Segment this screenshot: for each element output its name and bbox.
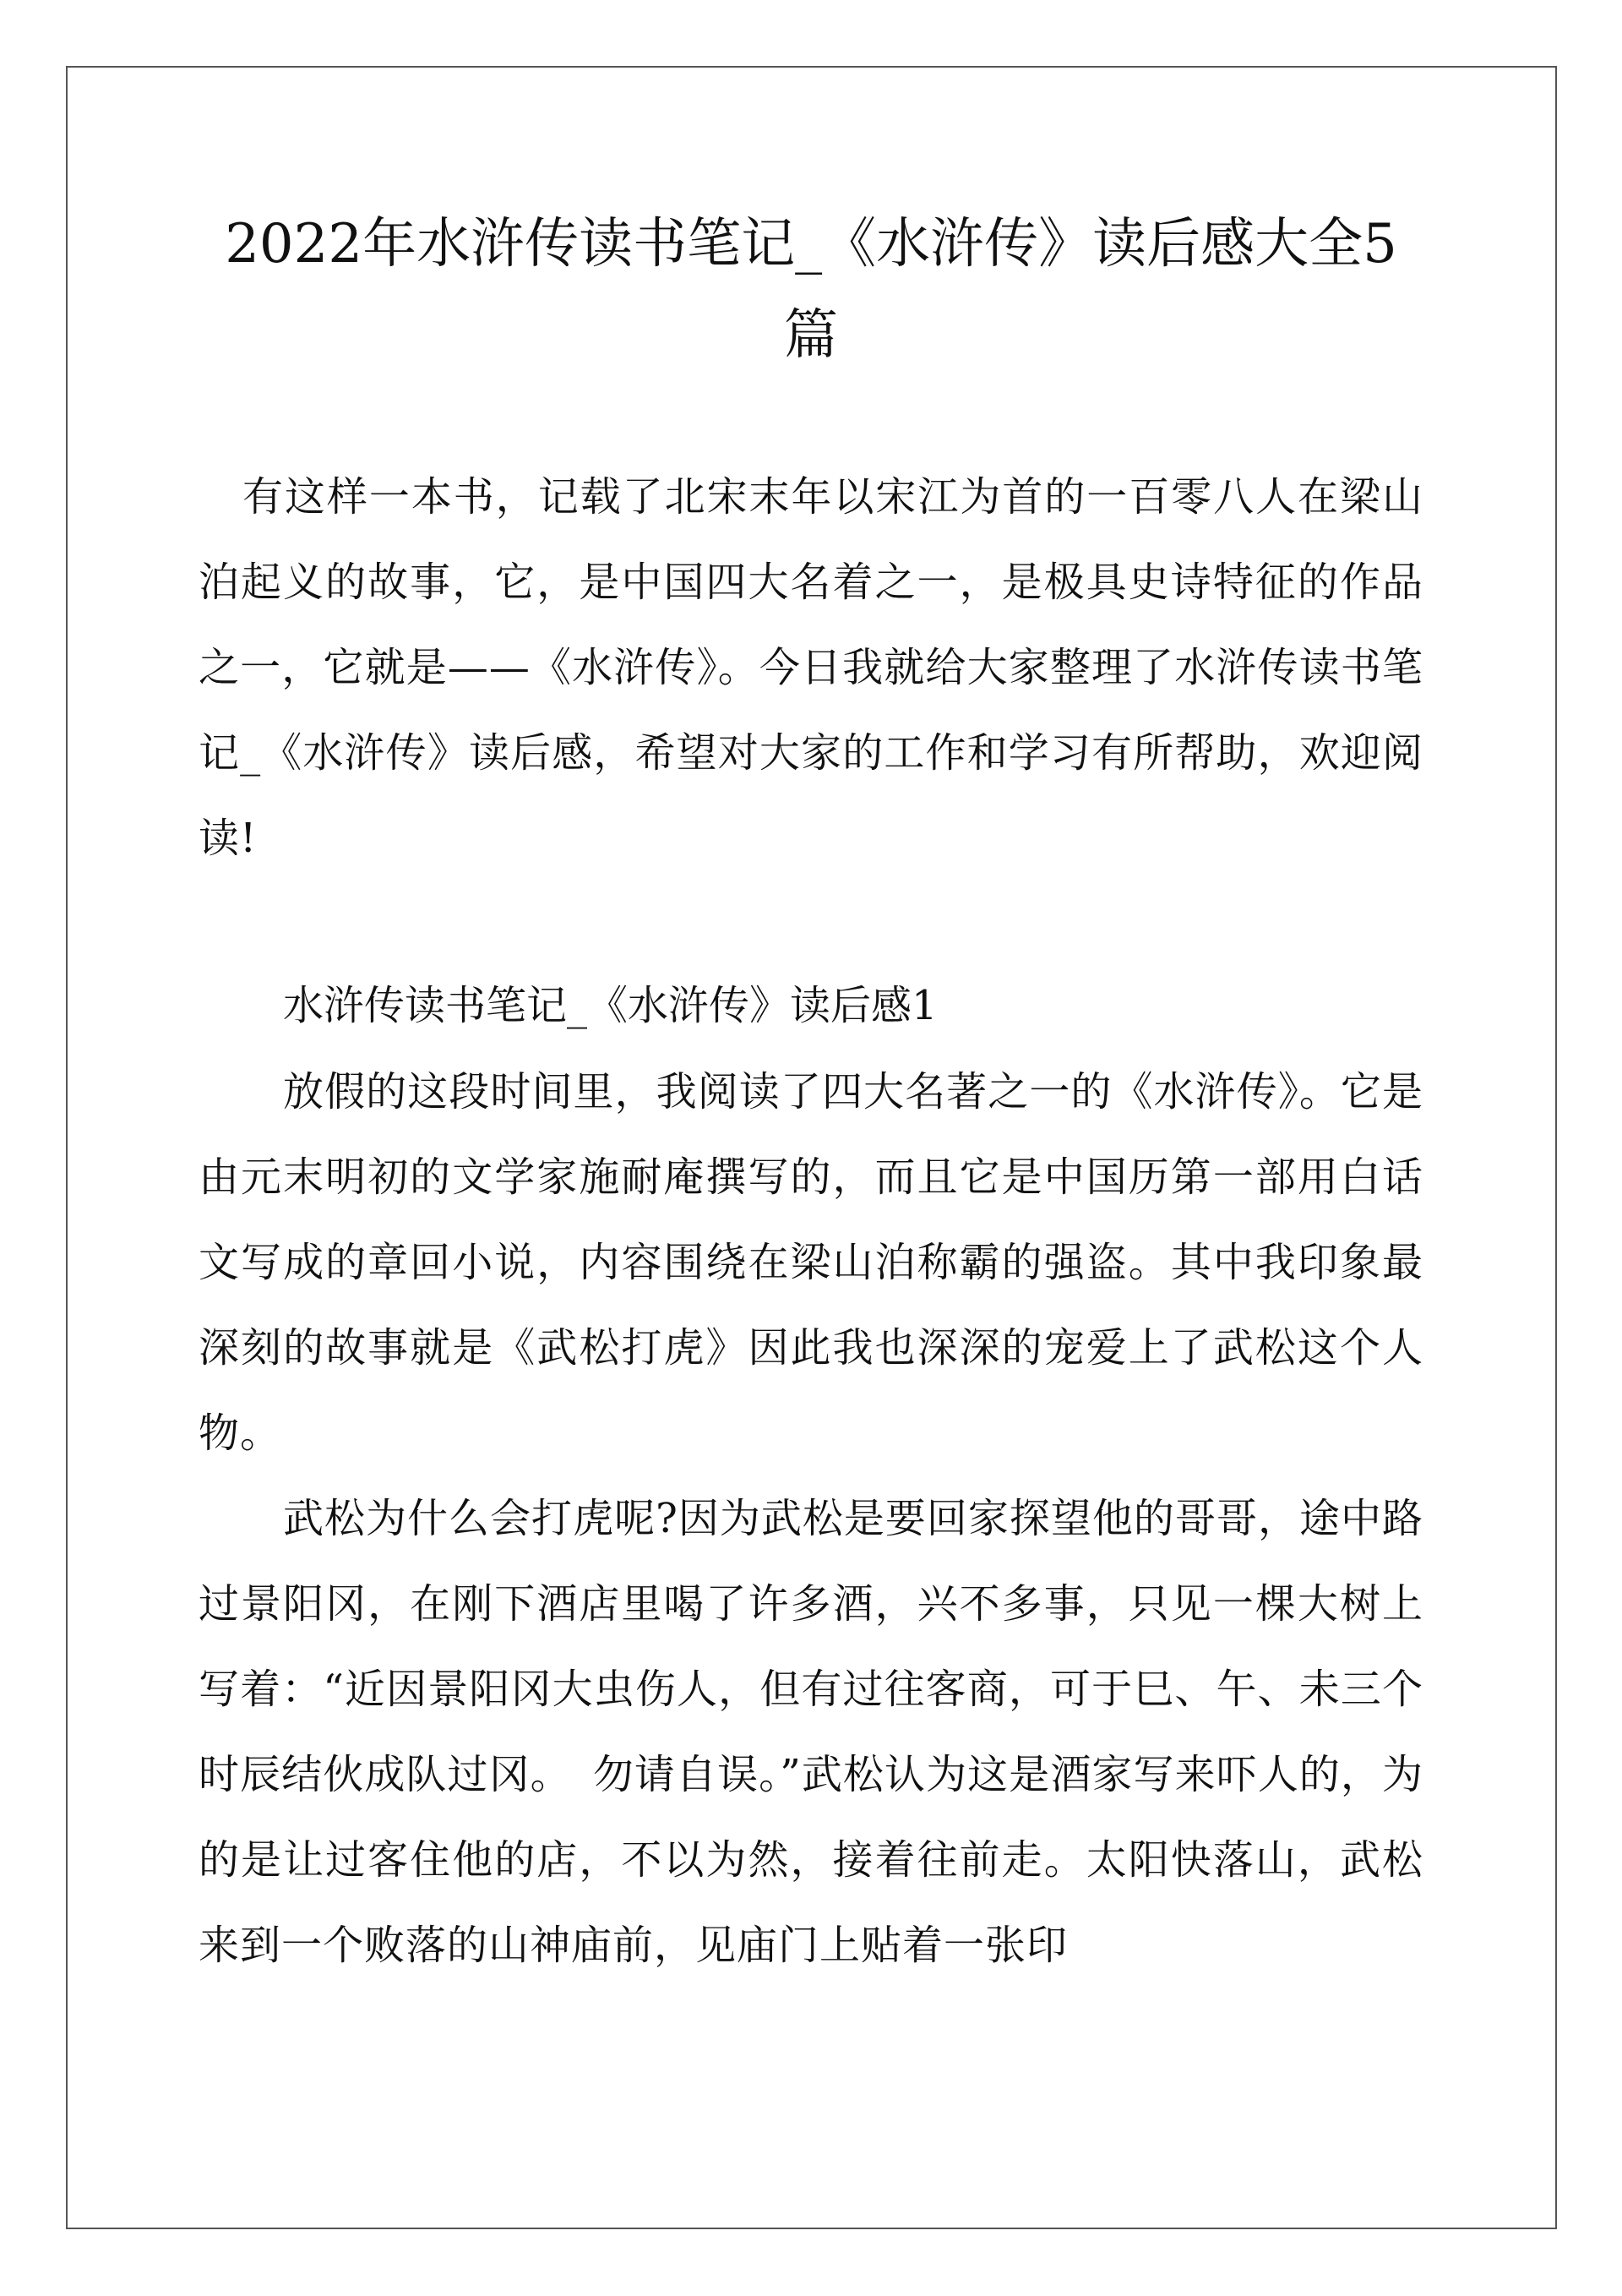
document-title: 2022年水浒传读书笔记_《水浒传》读后感大全5篇 [225,213,1397,367]
body-paragraph: 放假的这段时间里，我阅读了四大名著之一的《水浒传》。它是由元末明初的文学家施耐庵撰写的，而且它是中国历第一部用白话文写成的章回小说，内容围绕在梁山泊称霸的强盗。其中我印象最深刻的故事就是《武松打虎》因此我也深深的宠爱上了武松这个人物。 [199,1068,1423,1457]
section-heading: 水浒传读书笔记_《水浒传》读后感1 [283,982,938,1029]
body-paragraph: 武松为什么会打虎呢?因为武松是要回家探望他的哥哥，途中路过景阳冈，在刚下酒店里喝了许多酒，兴不多事，只见一棵大树上写着：“近因景阳冈大虫伤人，但有过往客商，可于巳、午、未三个时辰结伙成队过冈。 勿请自误。”武松认为这是酒家写来吓人的，为的是让过客住他的店，不以为然，接着往前走。太阳快落山，武松来到一个败落的山神庙前，见庙门上贴着一张印 [199,1495,1423,1969]
intro-paragraph: 有这样一本书，记载了北宋末年以宋江为首的一百零八人在梁山泊起义的故事，它，是中国四大名着之一，是极具史诗特征的作品之一，它就是——《水浒传》。今日我就给大家整理了水浒传读书笔记_《水浒传》读后感，希望对大家的工作和学习有所帮助，欢迎阅读! [199,473,1423,862]
